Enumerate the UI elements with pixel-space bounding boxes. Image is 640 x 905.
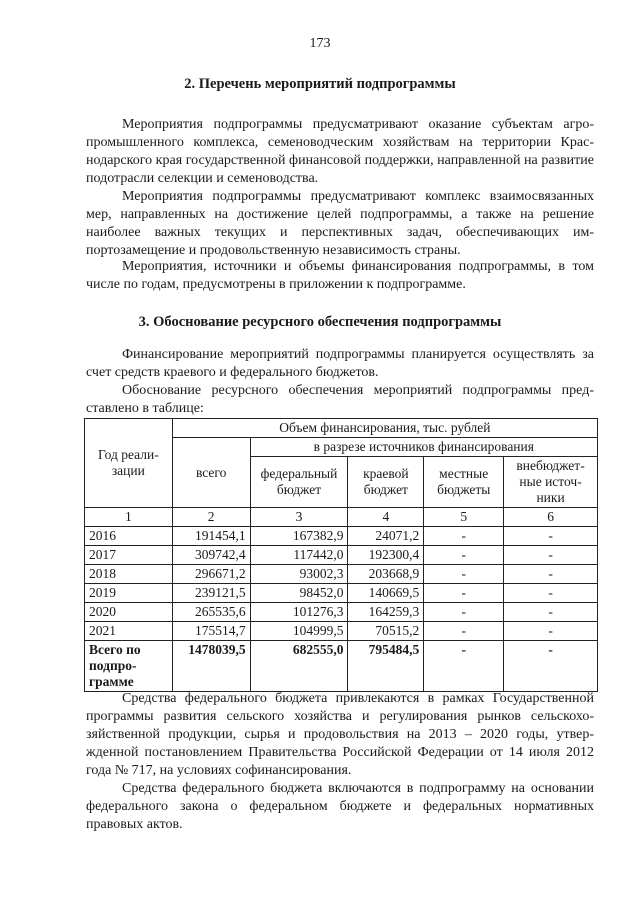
regional-cell: 164259,3	[348, 603, 424, 622]
regional-cell: 203668,9	[348, 565, 424, 584]
header-regional: краевой бюджет	[348, 457, 424, 508]
extra-cell: -	[504, 622, 598, 641]
regional-cell: 795484,5	[348, 641, 424, 692]
section-3-paragraph-1: Финансирование мероприятий подпрограммы планируется осуществлять за счет средств краевого и федерального бюджетов.	[86, 347, 594, 380]
total-label-cell: Всего по подпро-грамме	[85, 641, 173, 692]
regional-cell: 192300,4	[348, 546, 424, 565]
local-cell: -	[424, 546, 504, 565]
table-row	[85, 584, 598, 603]
federal-cell: 101276,3	[250, 603, 348, 622]
table-row	[85, 546, 598, 565]
financing-table	[84, 418, 598, 692]
year-cell: 2021	[85, 622, 173, 641]
local-cell: -	[424, 641, 504, 692]
header-year: Год реали-зации	[85, 419, 173, 508]
column-number: 2	[172, 508, 250, 527]
header-extra: внебюджетные источники	[504, 457, 598, 508]
year-cell: 2016	[85, 527, 173, 546]
local-cell: -	[424, 565, 504, 584]
extra-cell: -	[504, 603, 598, 622]
page-number: 173	[309, 36, 331, 51]
extra-cell: -	[504, 641, 598, 692]
local-cell: -	[424, 584, 504, 603]
federal-cell: 167382,9	[250, 527, 348, 546]
section-2-paragraph-2: Мероприятия подпрограммы предусматривают комплекс взаимосвязанных мер, направленных на достижение целей подпрограммы, а также на решение наиболее важных текущих и перспективных задач, обеспечивающих импортозамещение и продовольственную независимость страны.	[86, 189, 594, 258]
column-number: 5	[424, 508, 504, 527]
local-cell: -	[424, 527, 504, 546]
year-cell: 2020	[85, 603, 173, 622]
column-number-row	[85, 508, 598, 527]
regional-cell: 24071,2	[348, 527, 424, 546]
header-federal: федеральный бюджет	[250, 457, 348, 508]
local-cell: -	[424, 603, 504, 622]
total-cell: 239121,5	[172, 584, 250, 603]
extra-cell: -	[504, 527, 598, 546]
header-total: всего	[172, 438, 250, 508]
closing-paragraph-1: Средства федерального бюджета привлекаются в рамках Государственной программы развития сельского хозяйства и регулирования рынков сельскохозяйственной продукции, сырья и продовольствия на 2013 – 2020 годы, утвержденной постановлением Правительства Российской Федерации от 14 июля 2012 года № 717, на условиях софинансирования.	[86, 691, 594, 778]
section-2-paragraph-3: Мероприятия, источники и объемы финансирования подпрограммы, в том числе по годам, предусмотрены в приложении к подпрограмме.	[86, 259, 594, 292]
header-sources: в разрезе источников финансирования	[250, 438, 597, 457]
table-row	[85, 603, 598, 622]
extra-cell: -	[504, 584, 598, 603]
header-volume: Объем финансирования, тыс. рублей	[172, 419, 597, 438]
section-2-title: 2. Перечень мероприятий подпрограммы	[184, 76, 456, 92]
extra-cell: -	[504, 565, 598, 584]
table-row	[85, 622, 598, 641]
total-cell: 175514,7	[172, 622, 250, 641]
table-row	[85, 527, 598, 546]
federal-cell: 104999,5	[250, 622, 348, 641]
regional-cell: 140669,5	[348, 584, 424, 603]
local-cell: -	[424, 622, 504, 641]
column-number: 1	[85, 508, 173, 527]
table-row	[85, 565, 598, 584]
closing-paragraph-2: Средства федерального бюджета включаются в подпрограмму на основании федерального закона о федеральном бюджете и федеральных нормативных правовых актов.	[86, 781, 594, 832]
total-cell: 191454,1	[172, 527, 250, 546]
regional-cell: 70515,2	[348, 622, 424, 641]
year-cell: 2019	[85, 584, 173, 603]
year-cell: 2018	[85, 565, 173, 584]
federal-cell: 682555,0	[250, 641, 348, 692]
extra-cell: -	[504, 546, 598, 565]
section-3-title: 3. Обоснование ресурсного обеспечения подпрограммы	[138, 314, 502, 330]
total-cell: 1478039,5	[172, 641, 250, 692]
section-2-paragraph-1: Мероприятия подпрограммы предусматривают оказание субъектам агропромышленного комплекса, семеноводческим хозяйствам на территории Краснодарского края государственной финансовой поддержки, направленной на развитие подотрасли селекции и семеноводства.	[86, 117, 594, 186]
column-number: 6	[504, 508, 598, 527]
total-cell: 296671,2	[172, 565, 250, 584]
federal-cell: 93002,3	[250, 565, 348, 584]
total-cell: 309742,4	[172, 546, 250, 565]
year-cell: 2017	[85, 546, 173, 565]
header-local: местные бюджеты	[424, 457, 504, 508]
federal-cell: 117442,0	[250, 546, 348, 565]
total-row	[85, 641, 598, 692]
total-cell: 265535,6	[172, 603, 250, 622]
column-number: 4	[348, 508, 424, 527]
column-number: 3	[250, 508, 348, 527]
section-3-paragraph-2: Обоснование ресурсного обеспечения мероприятий подпрограммы представлено в таблице:	[86, 383, 594, 416]
federal-cell: 98452,0	[250, 584, 348, 603]
